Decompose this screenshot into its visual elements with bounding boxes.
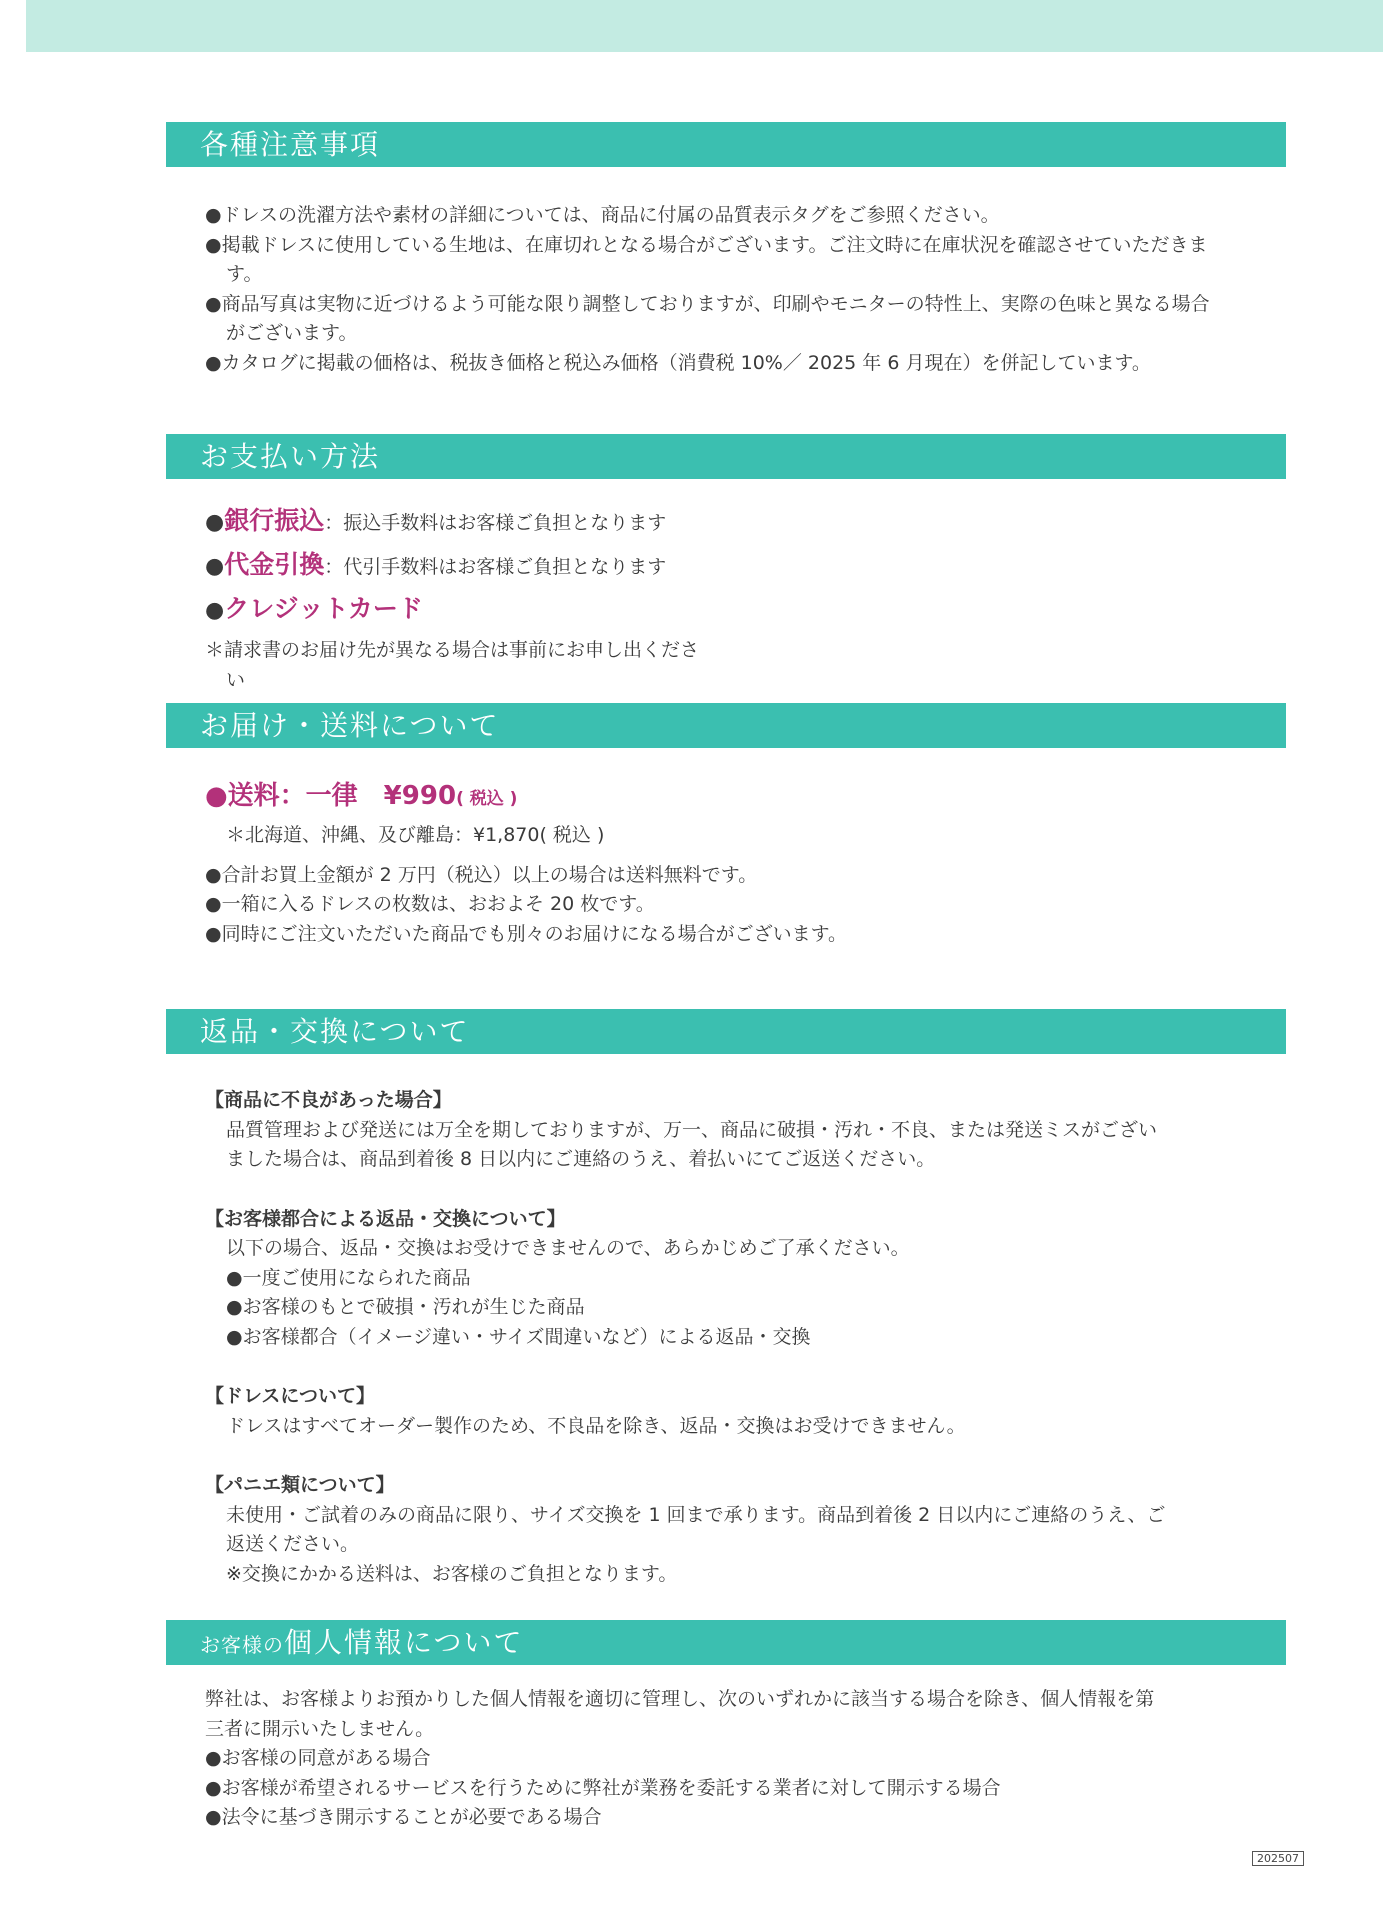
list-item: ●掲載ドレスに使用している生地は、在庫切れとなる場合がございます。ご注文時に在庫状況を確認させていただきます。 <box>205 233 1208 285</box>
list-item: ●一箱に入るドレスの枚数は、おおよそ 20 枚です。 <box>205 893 655 915</box>
list-item: ●法令に基づき開示することが必要である場合 <box>205 1806 602 1828</box>
payment-method-credit: ●クレジットカード <box>205 594 423 623</box>
payment-footnote: ＊請求書のお届け先が異なる場合は事前にお申し出くださ い <box>205 639 700 691</box>
subheading: 【商品に不良があった場合】 <box>205 1089 452 1111</box>
delivery-info <box>205 774 1225 949</box>
section-header-privacy: お客様の個人情報について <box>166 1620 1286 1665</box>
returns-info: 【商品に不良があった場合】 品質管理および発送には万全を期しておりますが、万一、商品に破損・汚れ・不良、または発送ミスがござい ました場合は、商品到着後 8 日以内にご連絡のうえ、着払いにてご返送ください。 【お客様都合による返品・交換について】 以下の場合、返品・交換はお受けできませんので、あらかじめご了承ください。 ●一度ご使用になられた商品 ●お客様のもとで破損・汚れが生じた商品 ●お客様都合（イメージ違い・サイズ間違いなど）による返品・交換 【ドレスについて】 ドレスはすべてオーダー製作のため、不良品を除き、返品・交換はお受けできません。 【パニエ類について】 未使用・ご試着のみの商品に限り、サイズ交換を 1 回まで承ります。商品到着後 2 日以内にご連絡のうえ、ご 返送ください。 ※交換にかかる送料は、お客様のご負担となります。 <box>205 1086 1225 1589</box>
section-header-delivery: お届け・送料について <box>166 703 1286 748</box>
subheading: 【ドレスについて】 <box>205 1385 376 1407</box>
subheading: 【お客様都合による返品・交換について】 <box>205 1207 566 1230</box>
section-header-notes: 各種注意事項 <box>166 122 1286 167</box>
payment-methods <box>205 500 1225 695</box>
notes-list <box>205 201 1225 378</box>
payment-method-cod: ●代金引換：代引手数料はお客様ご負担となります <box>205 550 667 579</box>
list-item: ●合計お買上金額が 2 万円（税込）以上の場合は送料無料です。 <box>205 863 758 886</box>
list-item: ●お客様のもとで破損・汚れが生じた商品 <box>226 1296 585 1318</box>
top-band <box>26 0 1383 52</box>
privacy-info: 弊社は、お客様よりお預かりした個人情報を適切に管理し、次のいずれかに該当する場合を除き、個人情報を第 三者に開示いたしません。 ●お客様の同意がある場合 ●お客様が希望されるサービスを行うために弊社が業務を委託する業者に対して開示する場合 ●法令に基づき開示することが必要である場合 <box>205 1685 1225 1833</box>
list-item: ●カタログに掲載の価格は、税抜き価格と税込み価格（消費税 10%／ 2025 年 6 月現在）を併記しています。 <box>205 351 1151 374</box>
shipping-fee-note: ＊北海道、沖縄、及び離島：¥1,870( 税込 ) <box>226 824 605 846</box>
list-item: ●一度ご使用になられた商品 <box>226 1266 471 1289</box>
list-item: ●同時にご注文いただいた商品でも別々のお届けになる場合がございます。 <box>205 922 848 945</box>
section-header-returns: 返品・交換について <box>166 1009 1286 1054</box>
section-header-payment: お支払い方法 <box>166 434 1286 479</box>
list-item: ●ドレスの洗濯方法や素材の詳細については、商品に付属の品質表示タグをご参照ください。 <box>205 204 1000 226</box>
list-item: ●商品写真は実物に近づけるよう可能な限り調整しておりますが、印刷やモニターの特性上、実際の色味と異なる場合がございます。 <box>205 292 1210 344</box>
list-item: ●お客様が希望されるサービスを行うために弊社が業務を委託する業者に対して開示する場合 <box>205 1776 1001 1799</box>
footer-code: 202507 <box>1252 1851 1304 1866</box>
list-item: ●お客様の同意がある場合 <box>205 1747 431 1769</box>
shipping-fee: ●送料：一律 ¥990( 税込 ) <box>205 781 518 811</box>
list-item: ●お客様都合（イメージ違い・サイズ間違いなど）による返品・交換 <box>226 1325 811 1348</box>
payment-method-bank: ●銀行振込：振込手数料はお客様ご負担となります <box>205 506 667 535</box>
subheading: 【パニエ類について】 <box>205 1474 395 1496</box>
